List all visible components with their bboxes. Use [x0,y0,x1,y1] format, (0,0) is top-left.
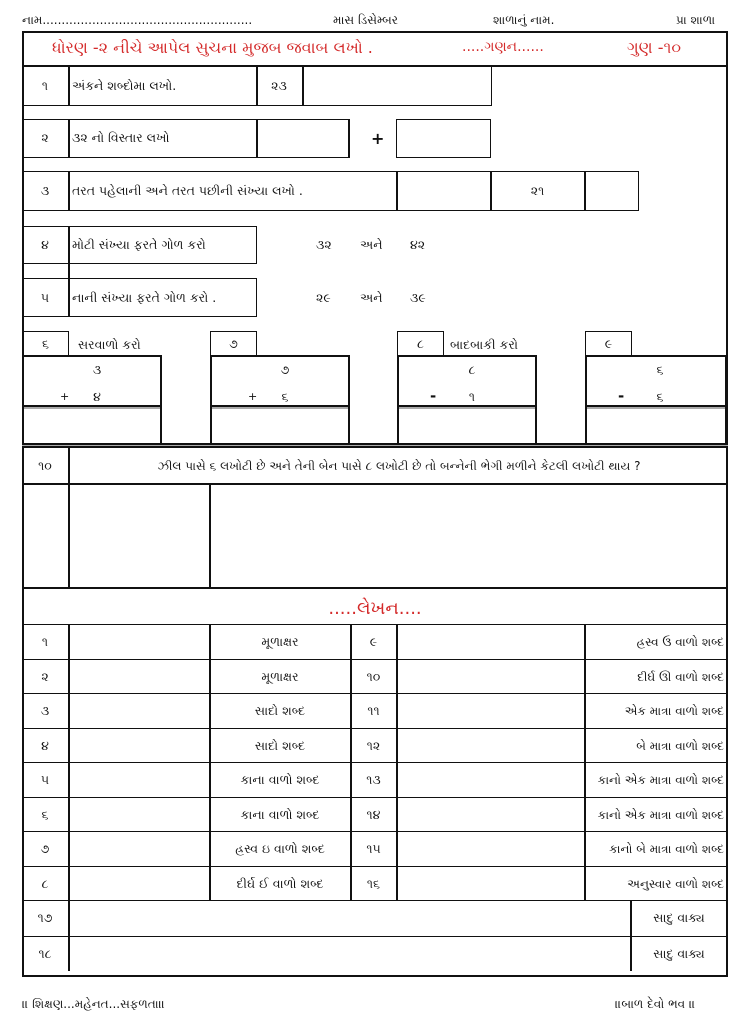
q4-number: ૪ [41,237,49,252]
q4-text: મોટી સંખ્યા ફરતે ગોળ કરો [72,237,206,252]
q10-working-box[interactable] [71,487,208,587]
writing-title: .....લેખન.... [328,598,422,619]
arith-divider [24,405,160,409]
q5-text: નાની સંખ્યા ફરતે ગોળ કરો . [72,290,217,305]
writing-left-label: કાના વાળો શબ્દ [240,806,320,822]
arith-divider [587,405,725,409]
writing-right-answer[interactable] [398,695,583,727]
writing-left-answer[interactable] [70,833,208,865]
arith-number: ૭ [229,336,238,351]
q4-and: અને [360,237,383,252]
arith-bottom-number: ૬ [656,389,664,404]
writing-left-number: ૪ [41,737,49,753]
arith-number: ૯ [604,336,613,351]
title-row [22,31,728,67]
school-name-label: શાળાનું નામ. [493,13,555,27]
marks-label: ગુણ -૧૦ [627,38,681,57]
q3-after-box[interactable] [586,173,637,209]
writing-right-answer[interactable] [398,799,583,831]
writing-left-answer[interactable] [70,626,208,658]
writing-right-label: દીર્ઘ ઊ વાળો શબ્દ [637,669,724,684]
arith-answer-box[interactable] [399,410,535,444]
arith-bottom-number: ૬ [281,389,289,404]
arith-top-number: ૭ [280,362,290,377]
sentence-answer[interactable] [70,938,629,971]
sentence-number: ૧૭ [37,910,53,925]
writing-left-number: ૧ [41,634,49,649]
writing-right-number: ૧૧ [367,703,380,718]
writing-left-label: હ્રસ્વ ઇ વાળો શબ્દ [235,841,325,856]
q5-number-a[interactable]: ૨૯ [316,290,331,305]
writing-right-answer[interactable] [398,833,583,865]
writing-left-number: ૬ [41,806,49,822]
sentence-label: સાદુ વાક્ય [653,945,705,961]
q1-text: અંકને શબ્દોમા લખો. [72,78,177,93]
writing-left-answer[interactable] [70,661,208,693]
arith-top-number: ૬ [656,362,664,377]
footer-motto-right: ॥બાળ દેવો ભવ ॥ [615,997,696,1011]
arith-bottom-number: ૪ [93,389,101,404]
writing-left-answer[interactable] [70,695,208,727]
q3-before-box[interactable] [398,173,488,209]
writing-right-answer[interactable] [398,661,583,693]
footer-motto-left: ॥ શિક્ષણ...મહેનત...સફળતા॥ [22,997,165,1011]
arith-number: ૬ [41,336,49,351]
minus-sign: - [618,387,625,405]
writing-right-label: કાનો એક માત્રા વાળો શબ્દ [597,807,724,822]
sentence-number: ૧૮ [38,945,52,961]
writing-right-number: ૯ [369,634,378,649]
writing-left-answer[interactable] [70,868,208,900]
sentence-answer[interactable] [70,902,629,935]
q5-and: અને [360,290,383,305]
writing-left-answer[interactable] [70,764,208,796]
q4-number-a[interactable]: ૩૨ [316,237,332,252]
plus-sign: + [60,390,70,403]
writing-left-number: ૮ [41,875,49,891]
writing-right-label: અનુસ્વાર વાળો શબ્દ [627,876,724,891]
writing-left-label: મૂળાક્ષર [261,668,299,684]
writing-left-label: સાદો શબ્દ [254,703,306,718]
q3-value: ૨૧ [530,183,545,198]
writing-right-number: ૧૦ [366,668,381,684]
minus-sign: - [430,387,437,405]
writing-left-number: ૫ [40,772,50,787]
q3-text: તરત પહેલાની અને તરત પછીની સંખ્યા લખો . [72,183,303,198]
plus-sign: + [371,129,385,148]
q2-text: ૩૨ નો વિસ્તાર લખો [72,130,170,145]
writing-left-label: મૂળાક્ષર [261,634,299,649]
writing-right-number: ૧૬ [366,875,381,891]
subtraction-label: બાદબાકી કરો [450,337,518,352]
title-instruction: ધોરણ -૨ નીચે આપેલ સુચના મુજબ જવાબ લખો . [52,38,373,57]
q10-number: ૧૦ [38,458,52,473]
q2-answer-box-2[interactable] [396,119,491,158]
writing-right-number: ૧૨ [366,737,381,753]
q10-answer-box[interactable] [212,487,726,587]
q1-value: ૨૩ [271,78,287,93]
arith-top-number: ૩ [92,362,102,377]
writing-right-label: કાનો એક માત્રા વાળો શબ્દ [597,773,724,787]
writing-right-number: ૧૩ [366,772,381,787]
q4-number-b[interactable]: ૪૨ [410,237,426,252]
arith-number: ૮ [417,336,424,351]
writing-right-label: બે માત્રા વાળો શબ્દ [636,738,724,753]
q1-number: ૧ [41,78,49,93]
name-field-label: નામ....................................................... [22,13,253,27]
arith-top-number: ૮ [468,362,476,377]
q5-number-b[interactable]: ૩૯ [410,290,426,305]
q2-number: ૨ [41,130,49,145]
arith-bottom-number: ૧ [468,389,476,404]
writing-right-answer[interactable] [398,730,583,762]
writing-left-label: સાદો શબ્દ [254,737,306,753]
subject-label: .....ગણન...... [462,39,544,55]
writing-left-number: ૨ [41,668,49,684]
q5-number: ૫ [40,290,50,305]
q3-number: ૩ [40,183,50,198]
writing-right-answer[interactable] [398,764,583,796]
addition-label: સરવાળો કરો [78,337,141,352]
arith-divider [212,405,348,409]
writing-left-answer[interactable] [70,730,208,762]
writing-right-label: કાનો બે માત્રા વાળો શબ્દ [609,842,724,856]
writing-left-label: કાના વાળો શબ્દ [240,772,320,787]
writing-right-number: ૧૫ [366,841,381,856]
plus-sign: + [248,390,258,403]
arith-answer-box[interactable] [212,410,348,444]
month-label: માસ ડિસેમ્બર [333,13,398,27]
writing-right-label: એક માત્રા વાળો શબ્દ [624,704,724,718]
writing-left-answer[interactable] [70,799,208,831]
q10-text: ઝીલ પાસે ૬ લખોટી છે અને તેની બેન પાસે ૮ લખોટી છે તો બન્નેની ભેગી મળીને કેટલી લખોટી થાય ? [157,459,641,473]
school-type-label: પ્રા શાળા [676,13,716,27]
writing-right-answer[interactable] [398,868,583,900]
arith-answer-box[interactable] [587,410,725,444]
writing-left-number: ૭ [40,841,50,856]
writing-left-label: દીર્ઘ ઈ વાળો શબ્દ [236,875,324,891]
writing-right-label: હ્રસ્વ ઉ વાળો શબ્દ [636,635,724,649]
q1-answer-box[interactable] [304,68,490,104]
writing-right-answer[interactable] [398,626,583,658]
writing-left-number: ૩ [40,703,50,718]
q2-answer-box-1[interactable] [258,121,348,156]
arith-divider [399,405,535,409]
sentence-label: સાદુ વાક્ય [653,910,705,925]
arith-answer-box[interactable] [24,410,160,444]
writing-right-number: ૧૪ [366,806,381,822]
